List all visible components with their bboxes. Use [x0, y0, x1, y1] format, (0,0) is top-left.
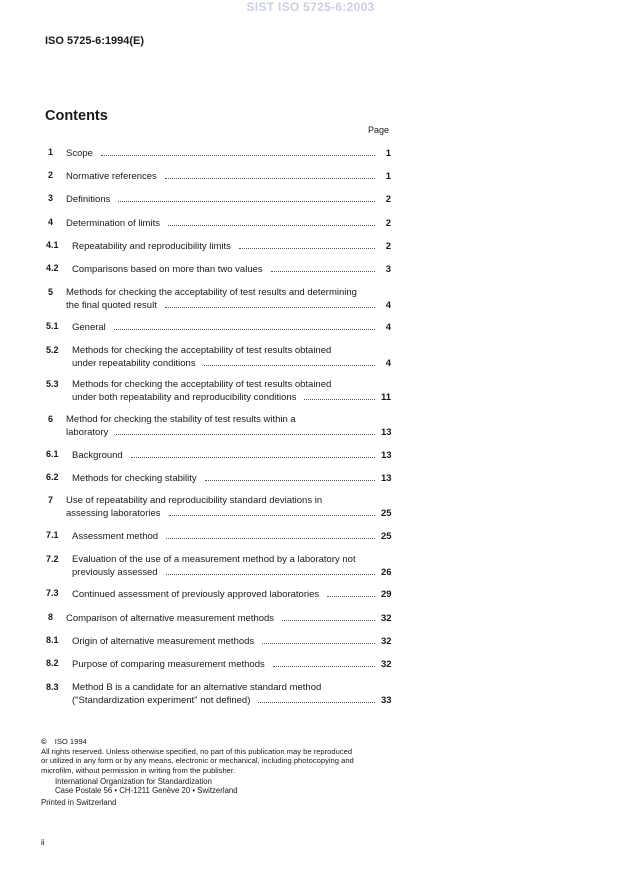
- toc-entry-number: 8: [48, 612, 54, 622]
- toc-entry-title: Repeatability and reproducibility limits: [72, 241, 231, 252]
- toc-entry-number: 6: [48, 414, 54, 424]
- dot-leader: [166, 530, 375, 539]
- toc-entry-page: 25: [381, 507, 392, 519]
- dot-leader: [165, 170, 375, 179]
- page-number: ii: [41, 838, 45, 847]
- dot-leader: [118, 193, 375, 202]
- toc-entry-title: Use of repeatability and reproducibility standard deviations in: [66, 495, 323, 506]
- toc-entry-number: 5: [48, 287, 54, 297]
- toc-entry-title: ("Standardization experiment" not defined): [72, 694, 251, 706]
- toc-entry[interactable]: [45, 588, 391, 601]
- dot-leader: [304, 391, 375, 400]
- toc-entry-title: Assessment method: [72, 531, 159, 542]
- toc-entry-page: 4: [385, 299, 391, 311]
- toc-entry-number: 7: [48, 495, 54, 505]
- toc-entry-page: 13: [381, 450, 392, 461]
- dot-leader: [258, 694, 375, 703]
- toc-entry[interactable]: [45, 263, 391, 276]
- toc-entry-number: 7.1: [46, 530, 59, 540]
- toc-entry-number: 5.3: [46, 379, 59, 389]
- toc-entry[interactable]: [45, 495, 391, 519]
- toc-entry-number: 2: [48, 170, 54, 180]
- dot-leader: [282, 612, 375, 621]
- toc-entry[interactable]: [45, 449, 391, 462]
- toc-entry-title: Definitions: [66, 194, 111, 205]
- toc-entry-title: under repeatability conditions: [72, 357, 196, 369]
- dot-leader: [165, 299, 375, 308]
- toc-entry-page: 13: [381, 473, 392, 484]
- copyright-symbol: ©: [41, 737, 47, 746]
- toc-entry[interactable]: [45, 682, 391, 706]
- toc-entry-number: 3: [48, 193, 54, 203]
- toc-entry-title: General: [72, 322, 106, 333]
- toc-entry-number: 1: [48, 147, 54, 157]
- dot-leader: [271, 263, 375, 272]
- dot-leader: [204, 357, 375, 366]
- dot-leader: [101, 147, 375, 156]
- toc-entry-number: 8.3: [46, 682, 59, 692]
- toc-entry-number: 5.2: [46, 345, 59, 355]
- toc-entry[interactable]: [45, 530, 391, 543]
- notice-line: or utilized in any form or by any means, electronic or mechanical, including photocopying and: [41, 756, 354, 766]
- toc-entry[interactable]: [45, 287, 391, 311]
- toc-entry[interactable]: [45, 658, 391, 671]
- toc-entry-page: 11: [381, 391, 392, 403]
- toc-entry[interactable]: [45, 193, 391, 206]
- toc-entry-title: under both repeatability and reproducibility conditions: [72, 391, 297, 403]
- toc-entry[interactable]: [45, 414, 391, 438]
- toc-entry[interactable]: [45, 321, 391, 334]
- toc-entry-title: Methods for checking stability: [72, 473, 197, 484]
- toc-entry-title: Background: [72, 450, 123, 461]
- toc-entry[interactable]: [45, 147, 391, 160]
- toc-entry-page: 29: [381, 589, 392, 600]
- toc-entry[interactable]: [45, 170, 391, 183]
- toc-entry[interactable]: [45, 217, 391, 230]
- toc-entry-page: 2: [385, 218, 391, 229]
- dot-leader: [116, 426, 375, 435]
- toc-entry-page: 32: [381, 636, 392, 647]
- toc-entry-number: 7.2: [46, 554, 59, 564]
- dot-leader: [131, 449, 375, 458]
- toc-entry-title: Origin of alternative measurement methods: [72, 636, 255, 647]
- toc-entry-page: 2: [385, 241, 391, 252]
- dot-leader: [114, 321, 375, 330]
- printed-in: Printed in Switzerland: [41, 798, 117, 807]
- toc-entry-page: 1: [385, 148, 391, 159]
- toc-entry[interactable]: [45, 240, 391, 253]
- toc-entry-page: 2: [385, 194, 391, 205]
- toc-entry-title: laboratory: [66, 426, 109, 438]
- toc-entry-page: 3: [385, 264, 391, 275]
- toc-entry-title: Methods for checking the acceptability of test results obtained: [72, 379, 332, 390]
- org-address: Case Postale 56 • CH-1211 Genève 20 • Switzerland: [55, 786, 238, 796]
- contents-heading: Contents: [45, 108, 108, 124]
- org-name: International Organization for Standardization: [55, 777, 212, 786]
- toc-entry-title: Evaluation of the use of a measurement method by a laboratory not: [72, 554, 356, 565]
- toc-entry-title: Purpose of comparing measurement methods: [72, 659, 265, 670]
- toc-entry-page: 13: [381, 426, 392, 438]
- toc-entry-title: Comparison of alternative measurement methods: [66, 613, 275, 624]
- dot-leader: [169, 507, 375, 516]
- toc-entry-page: 32: [381, 659, 392, 670]
- toc-entry-number: 8.1: [46, 635, 59, 645]
- publisher-address: [55, 777, 238, 796]
- toc-entry-title: Comparisons based on more than two values: [72, 264, 263, 275]
- toc-entry-title: previously assessed: [72, 566, 158, 578]
- notice-line: microfilm, without permission in writing from the publisher.: [41, 765, 236, 775]
- toc-entry[interactable]: [45, 472, 391, 485]
- toc-entry[interactable]: [45, 612, 391, 625]
- toc-entry-number: 8.2: [46, 658, 59, 668]
- toc-entry-title: Methods for checking the acceptability of test results and determining: [66, 287, 357, 298]
- toc-entry-title: Continued assessment of previously approved laboratories: [72, 589, 320, 600]
- toc-entry-number: 7.3: [46, 588, 59, 598]
- dot-leader: [168, 217, 375, 226]
- toc-entry-page: 4: [385, 357, 391, 369]
- toc-entry-page: 25: [381, 531, 392, 542]
- toc-entry-number: 4.1: [46, 240, 59, 250]
- toc-entry[interactable]: [45, 635, 391, 648]
- toc-entry-page: 26: [381, 566, 392, 578]
- toc-entry-page: 4: [385, 322, 391, 333]
- toc-entry-number: 5.1: [46, 321, 59, 331]
- toc-entry-title: the final quoted result: [66, 299, 157, 311]
- toc-entry-number: 6.2: [46, 472, 59, 482]
- dot-leader: [262, 635, 375, 644]
- dot-leader: [327, 588, 375, 597]
- toc-entry-title: assessing laboratories: [66, 507, 161, 519]
- toc-entry-number: 4: [48, 217, 54, 227]
- toc-entry-title: Scope: [66, 148, 93, 159]
- toc-entry-title: Normative references: [66, 171, 157, 182]
- dot-leader: [239, 240, 375, 249]
- notice-line: All rights reserved. Unless otherwise specified, no part of this publication may be reproduced: [41, 746, 353, 756]
- toc-entry-title: Determination of limits: [66, 218, 160, 229]
- toc-entry-title: Methods for checking the acceptability of test results obtained: [72, 345, 332, 356]
- dot-leader: [205, 472, 375, 481]
- toc-entry-title: Method B is a candidate for an alternative standard method: [72, 682, 322, 693]
- copyright-block: [41, 737, 401, 775]
- toc-entry-title: Method for checking the stability of test results within a: [66, 414, 296, 425]
- dot-leader: [273, 658, 375, 667]
- toc-entry[interactable]: [45, 554, 391, 578]
- document-id: ISO 5725-6:1994(E): [45, 35, 145, 47]
- toc-entry[interactable]: [45, 345, 391, 369]
- toc-entry-page: 1: [385, 171, 391, 182]
- toc-entry[interactable]: [45, 379, 391, 403]
- copyright-year: ISO 1994: [54, 737, 87, 746]
- toc-entry-number: 6.1: [46, 449, 59, 459]
- dot-leader: [166, 566, 375, 575]
- toc-entry-page: 33: [381, 694, 392, 706]
- watermark: SIST ISO 5725-6:2003: [246, 0, 375, 14]
- page-column-label: Page: [368, 125, 390, 135]
- toc-entry-page: 32: [381, 613, 392, 624]
- toc-entry-number: 4.2: [46, 263, 59, 273]
